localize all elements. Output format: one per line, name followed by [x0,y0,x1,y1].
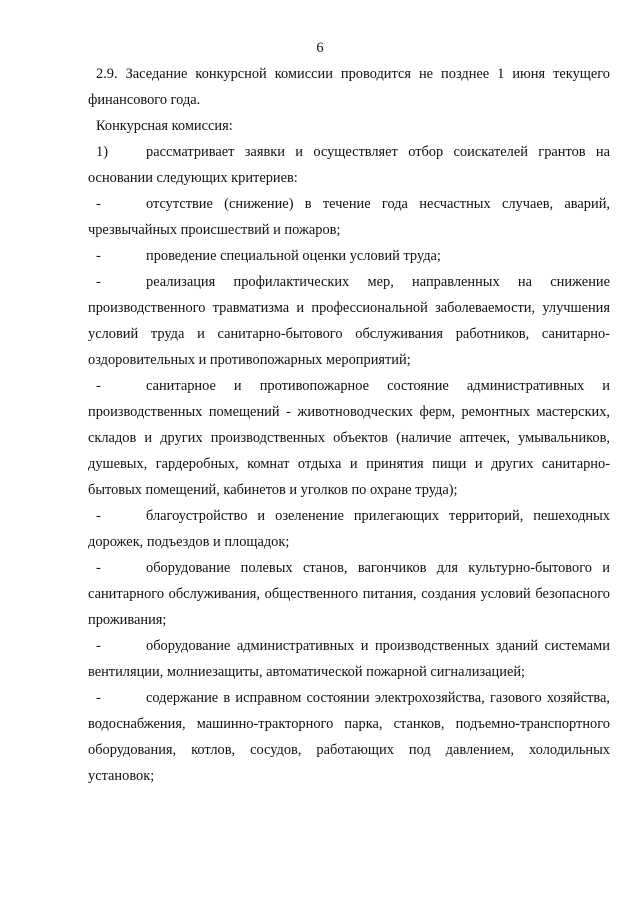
criterion-text: санитарное и противопожарное состояние административных и производственных помещений - животноводческих ферм, ремонтных мастерских, складов и других производственных объектов (наличие аптечек, умывальников, душевых, гардеробных, комнат отдыха и принятия пищи и других санитарно-бытовых помещений, кабинетов и уголков по охране труда); [88,378,610,498]
criterion-dash: - [96,196,101,212]
criterion-item [88,633,610,685]
document-body [88,61,610,789]
criterion-dash: - [96,690,101,706]
criterion-text: благоустройство и озеленение прилегающих территорий, пешеходных дорожек, подъездов и площадок; [88,508,610,550]
criterion-item [88,243,610,269]
criterion-dash: - [96,248,101,264]
criterion-text: отсутствие (снижение) в течение года несчастных случаев, аварий, чрезвычайных происшествий и пожаров; [88,196,610,238]
criterion-dash: - [96,638,101,654]
criterion-dash: - [96,560,101,576]
list-item-1-marker: 1) [96,144,108,160]
criterion-item [88,503,610,555]
list-item-1 [88,139,610,191]
clause-2-9: 2.9. Заседание конкурсной комиссии проводится не позднее 1 июня текущего финансового года. [88,66,610,108]
criterion-text: оборудование административных и производственных зданий системами вентиляции, молниезащиты, автоматической пожарной сигнализацией; [88,638,610,680]
criterion-item [88,555,610,633]
criterion-item [88,269,610,373]
criterion-text: оборудование полевых станов, вагончиков для культурно-бытового и санитарного обслуживания, общественного питания, создания условий безопасного проживания; [88,560,610,628]
list-item-1-text: рассматривает заявки и осуществляет отбор соискателей грантов на основании следующих критериев: [88,144,610,186]
criterion-dash: - [96,378,101,394]
criterion-text: содержание в исправном состоянии электрохозяйства, газового хозяйства, водоснабжения, машинно-тракторного парка, станков, подъемно-транспортного оборудования, котлов, сосудов, работающих под давлением, холодильных установок; [88,690,610,784]
criterion-dash: - [96,274,101,290]
criterion-item [88,685,610,789]
page-number: 6 [316,40,324,56]
criterion-item [88,373,610,503]
criterion-text: проведение специальной оценки условий труда; [146,248,441,264]
criterion-dash: - [96,508,101,524]
criterion-text: реализация профилактических мер, направленных на снижение производственного травматизма и профессиональной заболеваемости, улучшения условий труда и санитарно-бытового обслуживания работников, санитарно-оздоровительных и противопожарных мероприятий; [88,274,610,368]
commission-heading: Конкурсная комиссия: [96,118,233,134]
criterion-item [88,191,610,243]
